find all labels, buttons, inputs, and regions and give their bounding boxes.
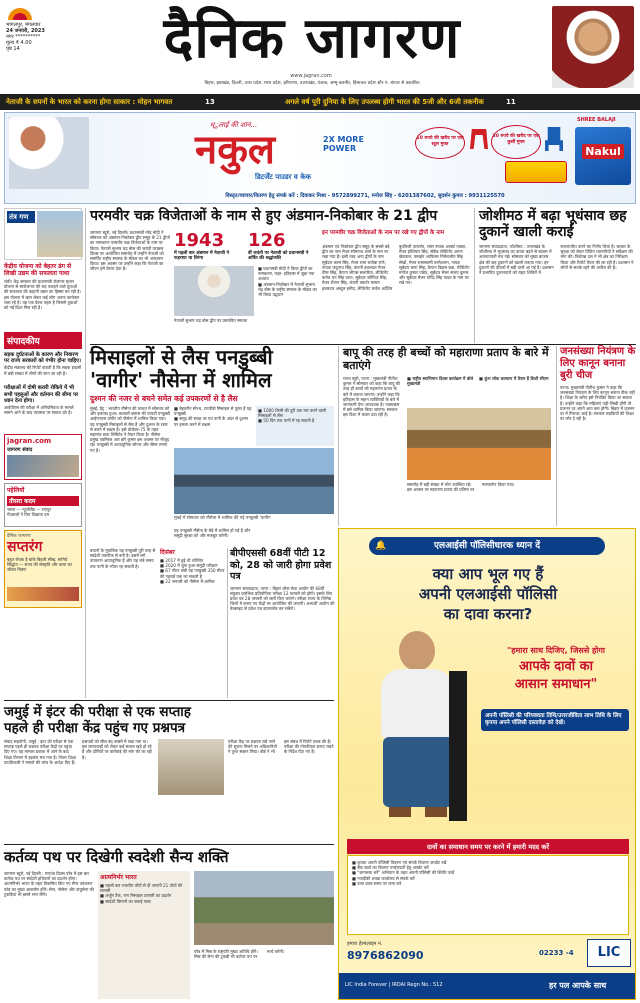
kartavya-headline[interactable]: कर्तव्य पथ पर दिखेगी स्वदेशी सैन्य शक्ति (4, 848, 229, 866)
editorial-1[interactable]: सड़क दुर्घटनाओं के कारण और निवारण पर राज्य सरकारों को गंभीर होना चाहिए। (4, 352, 82, 365)
lic-irdai: LIC India Forever | IRDAI Regn No.: 512 (345, 982, 443, 988)
site-photo (7, 455, 79, 477)
bpsc-headline[interactable]: बीपीएससी 68वीं पीटी 12 को, 28 को जारी होगा प्रवेश पत्र (230, 548, 332, 582)
jamui-headline-1[interactable]: जमुई में इंटर की परीक्षा से एक सप्ताह (4, 704, 191, 720)
submarine-headline-2[interactable]: 'वागीर' नौसेना में शामिल (90, 368, 272, 392)
ad-pack (575, 127, 631, 185)
submarine-bullets: दिसंबर ■ 2017 में हुई थी लॉन्चिंग ■ 2020 में शुरू हुआ समुद्री परीक्षण ■ 67 मीटर लंबी यह पनडुब्बी 350 मीटर की गहराई तक जा सकती है ■ 22 जनवरी को नौसेना में शामिल (160, 548, 228, 698)
lic-question-3: का दावा करना? (443, 605, 533, 623)
ad-contact: विस्तृत/व्यापार/वितरण हेतु संपर्क करें : दिवाकर मिश्रा - 9572899271, मनोज सिंह - 6201387602, सुदर्शन कुमार : 9931125570 (225, 193, 505, 199)
chair-icon (545, 127, 563, 151)
ad-model-photo (9, 117, 89, 189)
editorial-2[interactable]: परीक्षाओं में दोषी करारी रोकिये में भी सभी पहलुओं और वर्तमान की सीमा पर ध्यान देना होगा। (4, 385, 79, 404)
ad-offer1: 10 रुपये की खरीद पर एक स्टूल मुफ्त (415, 127, 465, 159)
lic-banner-text: एलआईसी पॉलिसीधारक ध्यान दें (434, 541, 540, 551)
editions-line: बिहार, झारखंड, दिल्ली, उत्तर प्रदेश, मध्य प्रदेश, हरियाणा, उत्तराखंड, पंजाब, जम्मू-कश्मीर, हिमाचल प्रदेश और पं. बंगाल से प्रकाशित (204, 81, 420, 86)
story-bpsc[interactable]: बीपीएससी 68वीं पीटी 12 को, 28 को जारी होगा प्रवेश पत्र जागरण संवाददाता, पटना : बिहार लोक सेवा आयोग की 68वीं संयुक्त प्रारंभिक प्रतियोगिता परीक्षा 12 फरवरी को होगी। इसके लिए प्रवेश पत्र 28 जनवरी को जारी किए जाएंगे। परीक्षा राज्य के विभिन्न जिलों में बनाए गए केंद्रों पर आयोजित की जाएगी। अभ्यर्थी आयोग की वेबसाइट से प्रवेश पत्र डाउनलोड कर सकेंगे। (230, 548, 335, 612)
pm-photo (174, 266, 254, 316)
site-ad-label: जागरण संवाद (7, 447, 33, 454)
atmanirbhar-title: आत्मनिर्भर भारत (100, 874, 137, 881)
puzzle-box[interactable]: पहेलियों तीसरा कदम भारत — न्यूजीलैंड — रायपुर गेंदबाजों ने फिर दिखाया दम (4, 483, 82, 527)
tantra-box (4, 208, 82, 260)
submarine-caption: मुंबई में सोमवार को नौसेना में शामिल की गई पनडुब्बी 'वागीर' (174, 516, 272, 521)
lic-logo-text: LIC (597, 945, 621, 960)
lic-steps-title: दावों का समाधान समय पर करने में हमारी मदद करें (347, 839, 629, 854)
andaman-headline[interactable]: परमवीर चक्र विजेताओं के नाम से हुए अंडमान-निकोबार के 21 द्वीप (90, 208, 438, 224)
edition-value: ********** (15, 34, 41, 40)
jamui-headline-2[interactable]: पहले ही परीक्षा केंद्र पहुंच गए प्रश्नपत्र (4, 720, 186, 736)
saptrang-box[interactable]: दैनिक जागरण सप्तरंग बहुत रोचक है बांके बिहारी सीख, मानिये सिद्धांत — राज्य की संस्कृति और कला का जीवंत चित्रण (4, 530, 82, 608)
lic-banner (369, 537, 605, 555)
story-joshimath[interactable]: जोशीमठ में बढ़ा भूधंसाव छह दुकानें खाली कराईं जागरण संवाददाता, जोशीमठ : उत्तराखंड के जोशीमठ में भूधंसाव का दायरा बढ़ने से बाजार में अफरातफरी मच गई। सोमवार को मुख्य बाजार क्षेत्र की छह दुकानों को खाली कराया गया। इन दुकानों की दीवारों में बड़ी दरारें आ गई हैं। प्रशासन ने प्रभावित दुकानदारों को राहत शिविरों में स्थानांतरित करने का निर्णय लिया है। बाजार के सुरक्षा को लेकर चिंतित व्यापारियों ने सर्वेक्षण की मांग की। विशेषज्ञ दल ने भी क्षेत्र का निरीक्षण किया और रिपोर्ट तैयार की जा रही है। प्रशासन ने लोगों से सतर्क रहने की अपील की है। (474, 208, 636, 343)
nakul-ad[interactable] (4, 112, 636, 204)
ad-power-badge: 2X MORE POWER (323, 135, 364, 153)
story-kartavya[interactable]: कर्तव्य पथ पर दिखेगी स्वदेशी सैन्य शक्ति जागरण ब्यूरो, नई दिल्ली : गणतंत्र दिवस परेड में इस बार कर्तव्य पथ पर स्वदेशी हथियारों का प्रदर्शन होगा। आत्मनिर्भर भारत के तहत विकसित किए गए सैन्य उपकरण परेड का मुख्य आकर्षण होंगे। सेना, नौसेना और वायुसेना की टुकड़ियां भी इसमें भाग लेंगी। आत्मनिर्भर भारत ■ पहली बार भारतीय तोपों से दी जाएगी 21 तोपों की सलामी ■ अर्जुन टैंक, नाग मिसाइल प्रणाली का प्रदर्शन ■ स्वदेशी विमानों का फ्लाई पास्ट परेड में मिस्र के राष्ट्रपति मुख्य अतिथि होंगे। मिस्र की सेना की टुकड़ी भी कर्तव्य पथ पर मार्च करेगी। (4, 844, 334, 1001)
lic-quote-3: आसान समाधान" (514, 677, 598, 692)
submarine-headline-1[interactable]: मिसाइलों से लैस पनडुब्बी (90, 345, 273, 369)
newspaper-title: दैनिक जागरण (163, 5, 461, 71)
puzzle-label: पहेलियों (7, 487, 25, 495)
lic-helpline-label: हमारा हेल्पलाइन नं. (347, 941, 383, 947)
lic-logo (587, 939, 631, 967)
bell-icon: 🔔 (375, 541, 387, 551)
lic-footer-bar (339, 973, 636, 1000)
story-andaman[interactable]: परमवीर चक्र विजेताओं के नाम से हुए अंडमान-निकोबार के 21 द्वीप जागरण ब्यूरो, नई दिल्ली। प्रधानमंत्री नरेंद्र मोदी ने सोमवार को अंडमान-निकोबार द्वीप समूह के 21 द्वीपों का नामकरण परमवीर चक्र विजेताओं के नाम पर किया। नेताजी सुभाष चंद्र बोस की जयंती पराक्रम दिवस पर आयोजित समारोह में उन्होंने नेताजी को समर्पित राष्ट्रीय स्मारक के मॉडल का भी अनावरण किया। इस अवसर पर उन्होंने कहा कि नेताजी का जीवन हमें प्रेरणा देता है। 1943 में पहली बार अंडमान में नेताजी ने फहराया था तिरंगा 126 वीं जयंती पर नेताजी को प्रधानमंत्री ने अर्पित की श्रद्धांजलि ■ प्रधानमंत्री मोदी ने किया द्वीपों का नामकरण, कहा- इतिहास में जुड़ा नया अध्याय ■ अंडमान-निकोबार में नेताजी सुभाष चंद्र बोस के राष्ट्रीय स्मारक के मॉडल का भी किया उद्घाटन नेताजी सुभाष चंद्र बोस द्वीप पर प्रस्तावित स्मारक इन परमवीर चक्र विजेताओं के नाम पर रखे गए द्वीपों के नाम अंडमान एवं निकोबार द्वीप समूह के सबसे बड़े द्वीप का नाम मेजर सोमनाथ शर्मा के नाम पर रखा गया है। इसी तरह अन्य द्वीपों के नाम सूबेदार करम सिंह, मेजर रामा राघोबा राणे, नायक जदुनाथ सिंह, कंपनी हवलदार मेजर पीरू सिंह, कैप्टन जीएस सलारिया, लेफ्टिनेंट कर्नल धन सिंह थापा, सूबेदार जोगिंदर सिंह, मेजर शैतान सिंह, कंपनी क्वार्टर मास्टर हवलदार अब्दुल हमीद, लेफ्टिनेंट कर्नल अर्देशिर बुर्जोरजी तारापोर, लांस नायक अल्बर्ट एक्का, मेजर होशियार सिंह, सेकेंड लेफ्टिनेंट अरुण खेत्रपाल, फ्लाइंग आफिसर निर्मलजीत सिंह सेखों, मेजर रामास्वामी परमेश्वरन, नायब सूबेदार बाना सिंह, कैप्टन विक्रम बत्रा, लेफ्टिनेंट मनोज कुमार पांडेय, सूबेदार मेजर संजय कुमार और सूबेदार मेजर योगेंद्र सिंह यादव के नाम पर रखे गए। (90, 208, 470, 323)
portrait-photo (552, 6, 634, 88)
website[interactable]: www.jagran.com (290, 73, 332, 79)
ad-pack-label: Nakul (582, 144, 624, 159)
stat-126-text: वीं जयंती पर नेताजी को प्रधानमंत्री ने अर्पित की श्रद्धांजलि (248, 251, 309, 262)
event-photo (407, 408, 551, 480)
saptrang-label: सप्तरंग (7, 539, 43, 556)
editorial-heading: संपादकीय (4, 332, 82, 349)
lic-ad[interactable]: 🔔 एलआईसी पॉलिसीधारक ध्यान दें क्या आप भूल गए हैं अपनी एलआईसी पॉलिसी का दावा करना? "हमारा साथ दिजिए, जिससे होगा आपके दावों का आसान समाधान" अपनी पॉलिसी की परिपक्वता तिथि/उत्तरजीविता लाभ तिथि के लिए कृपया अपने पॉलिसी दस्तावेज़ को देखें। दावों का समाधान समय पर करने में हमारी मदद करें ■ कृपया अपनी पॉलिसी विवरण एवं संपर्क विवरण अपडेट रखें ■ बैंक खाते का विवरण एनईएफटी हेतु अपडेट करें ■ "जागरूक बनें" अभियान के तहत अपनी पॉलिसी की स्थिति जांचें ■ नजदीकी शाखा कार्यालय से संपर्क करें ■ दावा प्रपत्र समय पर जमा करें हमारा हेल्पलाइन नं. 8976862090 02233 -4 LIC LIC India Forever | IRDAI Regn No.: 512 हर पल आपके साथ (338, 528, 636, 1000)
ad-tagline: ध्ुलाई की शान... (210, 121, 258, 129)
islands-subhead: इन परमवीर चक्र विजेताओं के नाम पर रखे गए द्वीपों के नाम (322, 230, 445, 236)
lic-note: अपनी पॉलिसी की परिपक्वता तिथि/उत्तरजीविता लाभ तिथि के लिए कृपया अपने पॉलिसी दस्तावेज़ को देखें। (481, 709, 629, 731)
tantra-label: तंत्र गण (7, 211, 35, 223)
lic-quote-2: आपके दावों का (519, 659, 593, 674)
stat-1943-text: में पहली बार अंडमान में नेताजी ने फहराया था तिरंगा (174, 251, 229, 262)
story-population[interactable]: जनसंख्या नियंत्रण के लिए कानून बनाना बुरी चीज पटना। मुख्यमंत्री नीतीश कुमार ने कहा कि जनसंख्या नियंत्रण के लिए कानून बनाना ठीक नहीं है। शिक्षा के जरिए इसे नियंत्रित किया जा सकता है। उन्होंने कहा कि महिलाएं पढ़ी-लिखी होंगी तो प्रजनन दर अपने आप कम होगी। बिहार में प्रजनन दर में गिरावट आई है। सरकार लड़कियों की शिक्षा पर जोर दे रही है। (556, 346, 636, 526)
lic-footer-tagline: हर पल आपके साथ (549, 981, 607, 990)
page-count: पृष्ठ 14 (6, 46, 20, 52)
lic-sms[interactable]: 02233 -4 (539, 949, 574, 957)
ticker-right-page: 11 (506, 98, 516, 106)
stool-icon (470, 129, 488, 149)
issue-date: 24 जनवरी, 2023 (6, 28, 45, 34)
jagran-logo-icon (6, 6, 34, 20)
saptrang-photo (7, 587, 79, 601)
exam-paper-photo (158, 739, 224, 795)
stat-1943-number: 1943 (174, 230, 225, 251)
sidebar-story1-title[interactable]: केंद्रीय योजना को बेहतर ढंग से लिखी उद्यम की सफलता गाथा (4, 263, 72, 277)
lic-model-photo (359, 631, 479, 831)
ad-cake-icon (505, 161, 567, 183)
story-maharana[interactable]: बापू की तरह ही बच्चों को महाराणा प्रताप के बारे में बताएंगे राज्य ब्यूरो, पटना : मुख्यमंत्री नीतीश कुमार ने सोमवार को कहा कि बापू की तरह ही बच्चों को महाराणा प्रताप के बारे में बताया जाएगा। उन्होंने कहा कि इतिहास के महान व्यक्तित्वों के बारे में जानकारी देना आवश्यक है। पाठ्यक्रम में इसे शामिल किया जाएगा। सरकार इस दिशा में कदम उठा रही है। ■ राष्ट्रीय स्वाभिमान दिवस कार्यक्रम में बोले मुख्यमंत्री ■ कुंभ लोक कल्याण में तैयार हैं डिप्टी सीएम समारोह में बड़ी संख्या में लोग उपस्थित रहे। इस अवसर पर महाराणा प्रताप की प्रतिमा पर माल्यार्पण किया गया। (338, 346, 552, 526)
submarine-col-left: बयानों के मुताबिक यह पनडुब्बी पूरी तरह से स्वदेशी तकनीक से बनी है। इसमें लगे उपकरण अत्याधुनिक हैं और यह लंबे समय तक पानी के भीतर रह सकती है। (90, 548, 156, 569)
ad-company: SHREE BALAJI (577, 117, 616, 123)
jagran-site-box[interactable] (4, 434, 82, 480)
stat-126 (248, 230, 310, 260)
city-day: भागलपुर, मंगलवार (6, 22, 41, 28)
ad-brand: नकुल (195, 127, 276, 173)
lic-question-1: क्या आप भूल गए हैं (432, 565, 544, 583)
joshimath-headline[interactable]: जोशीमठ में बढ़ा भूधंसाव छह दुकानें खाली कराईं (479, 208, 627, 240)
masthead (0, 0, 640, 94)
story-submarine[interactable]: मिसाइलों से लैस पनडुब्बी 'वागीर' नौसेना में शामिल दुश्मन की नजर से बचने समेत कई उपकरणों से है लैस मुंबई, प्रेट्र : भारतीय नौसेना की ताकत में सोमवार को और इजाफा हुआ। कलवरी क्लास की पांचवीं पनडुब्बी आईएनएस वागीर को नौसेना में शामिल किया गया। यह पनडुब्बी मिसाइलों से लैस है और दुश्मन के रडार से बचने में सक्षम है। इसे प्रोजेक्ट-75 के तहत मझगांव डाक लिमिटेड ने तैयार किया है। नौसेना प्रमुख एडमिरल आर हरि कुमार इस अवसर पर मौजूद रहे। पनडुब्बी में अत्याधुनिक सोनार और सेंसर लगाए गए हैं। ■ बेहतरीन स्टेल्थ, टारपीडो मिसाइल से युक्त है यह पनडुब्बी ■ समुद्र की सतह पर एवं पानी के अंदर से दुश्मन पर हमला करने में सक्षम ■ 1000 किमी की दूरी तक मार करने वाली मिसाइलों से लैस ■ 50 दिन तक पानी में रह सकती है मुंबई में सोमवार को नौसेना में शामिल की गई पनडुब्बी 'वागीर' यह पनडुब्बी नौसेना के बेड़े में शामिल हो गई है और समुद्री सुरक्षा को और मजबूत करेगी। (90, 346, 335, 546)
ticker-left-page: 13 (205, 98, 215, 106)
left-sidebar: तंत्र गण केंद्रीय योजना को बेहतर ढंग से लिखी उद्यम की सफलता गाथा रांची। केंद्र सरकार की प्रधानमंत्री रोजगार सृजन योजना से स्वरोजगार की राह पकड़ने वाले युवाओं की सफलता की कहानी उद्यम का हिस्सा बन रही है। इस योजना में ऋण लेकर कई लोग अपना कारोबार चला रहे हैं। यह एक प्रेरक पहल है जिससे युवाओं को नई दिशा मिल रही है। संपादकीय सड़क दुर्घटनाओं के कारण और निवारण पर राज्य सरकारों को गंभीर होना चाहिए। केंद्रीय मंत्रालय की रिपोर्ट बताती है कि सड़क हादसों में बड़ी संख्या में लोगों की जान जा रही है। परीक्षाओं में दोषी करारी रोकिये में भी सभी पहलुओं और वर्तमान की सीमा पर ध्यान देना होगा। आईपीएस की परीक्षा में अनियमितता के मामले सामने आने के बाद व्यवस्था पर सवाल उठे हैं। jagran.com जागरण संवाद पहेलियों तीसरा कदम भारत — न्यूजीलैंड — रायपुर गेंदबाजों ने फिर दिखाया दम दैनिक जागरण सप्तरंग बहुत रोचक है बांके बिहारी सीख, मानिये सिद्धांत — राज्य की संस्कृति और कला का जीवंत चित्रण (4, 208, 86, 698)
parliament-photo (37, 211, 83, 257)
stat-126-number: 126 (248, 230, 286, 251)
edition-label: नगर (6, 34, 14, 40)
teesri-label: तीसरा कदम (7, 496, 79, 506)
story-jamui[interactable]: जमुई में इंटर की परीक्षा से एक सप्ताह पहले ही परीक्षा केंद्र पहुंच गए प्रश्नपत्र संवाद सहयोगी, जमुई : इंटर की परीक्षा से एक सप्ताह पहले ही प्रश्नपत्र परीक्षा केंद्रों पर पहुंचा दिए गए। यह मामला प्रकाश में आने के बाद शिक्षा विभाग में हड़कंप मच गया है। जिला शिक्षा पदाधिकारी ने मामले की जांच के आदेश दिए हैं। प्रश्नपत्रों को सील बंद बक्सों में रखा गया था। इस लापरवाही को लेकर कई सवाल खड़े हो रहे हैं और दोषियों पर कार्रवाई की मांग की जा रही है। परीक्षा केंद्र पर प्रश्नपत्र रखे जाने की सूचना मिलने पर अधिकारियों ने तुरंत संज्ञान लिया। बोर्ड ने भी इस संबंध में रिपोर्ट तलब की है। परीक्षा की गोपनीयता बनाए रखने के निर्देश दिए गए हैं। (4, 700, 334, 840)
atmanirbhar-box: आत्मनिर्भर भारत ■ पहली बार भारतीय तोपों से दी जाएगी 21 तोपों की सलामी ■ अर्जुन टैंक, नाग मिसाइल प्रणाली का प्रदर्शन ■ स्वदेशी विमानों का फ्लाई पास्ट (98, 871, 190, 999)
timeline-label: दिसंबर (160, 549, 175, 556)
ticker-right[interactable]: अगले वर्ष पूरी दुनिया के लिए उपलब्ध होगी भारत की 5जी और 6जी तकनीक (285, 98, 484, 106)
lic-quote-1: "हमारा साथ दिजिए, जिससे होगा (507, 646, 605, 655)
saptrang-sub: दैनिक जागरण (7, 534, 31, 540)
submarine-deck: दुश्मन की नजर से बचने समेत कई उपकरणों से है लैस (90, 394, 238, 403)
ad-sub: डिटर्जेंट पाउडर व केक (255, 173, 311, 181)
ticker-left[interactable]: नेताजी के सपनों के भारत को करना होगा साकार : मोहन भागवत (6, 98, 173, 106)
ticker-bar (0, 94, 640, 110)
price: मूल्य ₹ 4.00 (6, 40, 32, 46)
ad-offer2: 20 रुपये की खरीद पर एक कुर्सी मुफ्त (491, 125, 541, 159)
stat-1943 (174, 230, 242, 260)
site-label[interactable]: jagran.com (7, 437, 52, 446)
lic-phone[interactable]: 8976862090 (347, 949, 424, 962)
parade-photo (194, 871, 334, 945)
lic-question-2: अपनी एलआईसी पॉलिसी (418, 585, 558, 603)
submarine-photo (174, 448, 334, 514)
population-headline[interactable]: जनसंख्या नियंत्रण के लिए कानून बनाना बुरी चीज (560, 346, 636, 381)
maharana-headline[interactable]: बापू की तरह ही बच्चों को महाराणा प्रताप के बारे में बताएंगे (343, 346, 549, 372)
